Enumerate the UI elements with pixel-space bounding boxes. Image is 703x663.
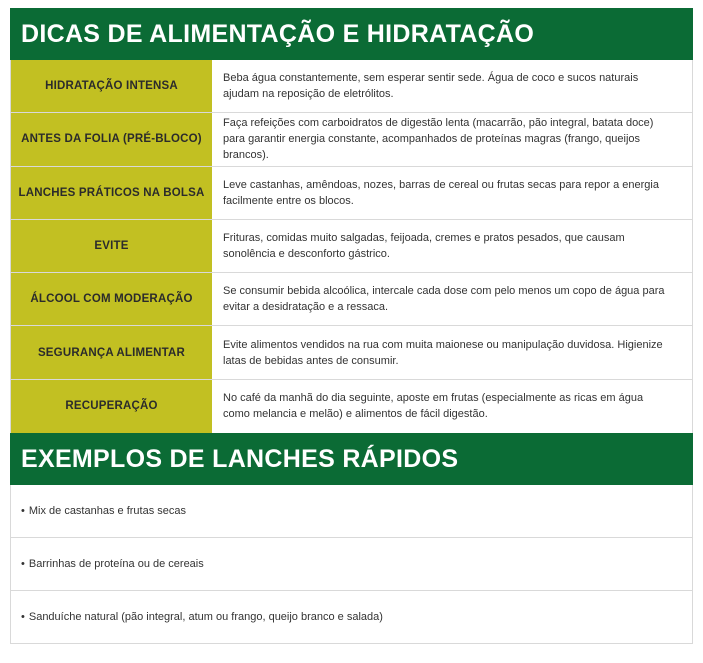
snack-list bbox=[10, 485, 693, 644]
tip-label: RECUPERAÇÃO bbox=[11, 380, 212, 433]
tip-label: LANCHES PRÁTICOS NA BOLSA bbox=[11, 167, 212, 219]
tip-row bbox=[11, 380, 692, 433]
tip-label: HIDRATAÇÃO INTENSA bbox=[11, 60, 212, 112]
list-item bbox=[11, 591, 692, 644]
tip-text: Frituras, comidas muito salgadas, feijoada, cremes e pratos pesados, que causam sonolência e desconforto gástrico. bbox=[223, 232, 625, 261]
snack-text: Barrinhas de proteína ou de cereais bbox=[28, 558, 204, 571]
list-item bbox=[11, 538, 692, 591]
tip-row bbox=[11, 113, 692, 166]
tip-row bbox=[11, 60, 692, 113]
tip-row bbox=[11, 167, 692, 220]
tip-label: ÁLCOOL COM MODERAÇÃO bbox=[11, 273, 212, 325]
bullet-icon: • bbox=[21, 611, 25, 624]
snack-text: Sanduíche natural (pão integral, atum ou frango, queijo branco e salada) bbox=[28, 611, 383, 624]
tip-text: Leve castanhas, amêndoas, nozes, barras de cereal ou frutas secas para repor a energia facilmente entre os blocos. bbox=[223, 178, 659, 207]
tip-label: ANTES DA FOLIA (PRÉ-BLOCO) bbox=[11, 113, 212, 165]
tip-text: No café da manhã do dia seguinte, aposte em frutas (especialmente as ricas em água como melancia e melão) e alimentos de fácil digestão. bbox=[223, 392, 644, 421]
tips-table bbox=[10, 60, 693, 433]
tip-text: Evite alimentos vendidos na rua com muita maionese ou manipulação duvidosa. Higienize latas de bebidas antes de consumir. bbox=[223, 338, 663, 367]
tip-text: Se consumir bebida alcoólica, intercale cada dose com pelo menos um copo de água para evitar a desidratação e a ressaca. bbox=[223, 285, 665, 314]
section-title-tips: DICAS DE ALIMENTAÇÃO E HIDRATAÇÃO bbox=[10, 8, 693, 60]
tip-text: Faça refeições com carboidratos de digestão lenta (macarrão, pão integral, batata doce) para garantir energia constante, acompanhados de proteínas magras (frango, queijos brancos). bbox=[223, 117, 654, 162]
section-title-snacks: EXEMPLOS DE LANCHES RÁPIDOS bbox=[10, 433, 693, 485]
tip-row bbox=[11, 220, 692, 273]
tip-text: Beba água constantemente, sem esperar sentir sede. Água de coco e sucos naturais ajudam na reposição de eletrólitos. bbox=[223, 72, 639, 101]
list-item bbox=[11, 485, 692, 538]
tip-label: EVITE bbox=[11, 220, 212, 272]
bullet-icon: • bbox=[21, 558, 25, 571]
tip-row bbox=[11, 326, 692, 379]
tip-label: SEGURANÇA ALIMENTAR bbox=[11, 326, 212, 378]
snack-text: Mix de castanhas e frutas secas bbox=[28, 505, 186, 518]
nutrition-tips-infographic bbox=[10, 8, 693, 644]
tip-row bbox=[11, 273, 692, 326]
bullet-icon: • bbox=[21, 505, 25, 518]
